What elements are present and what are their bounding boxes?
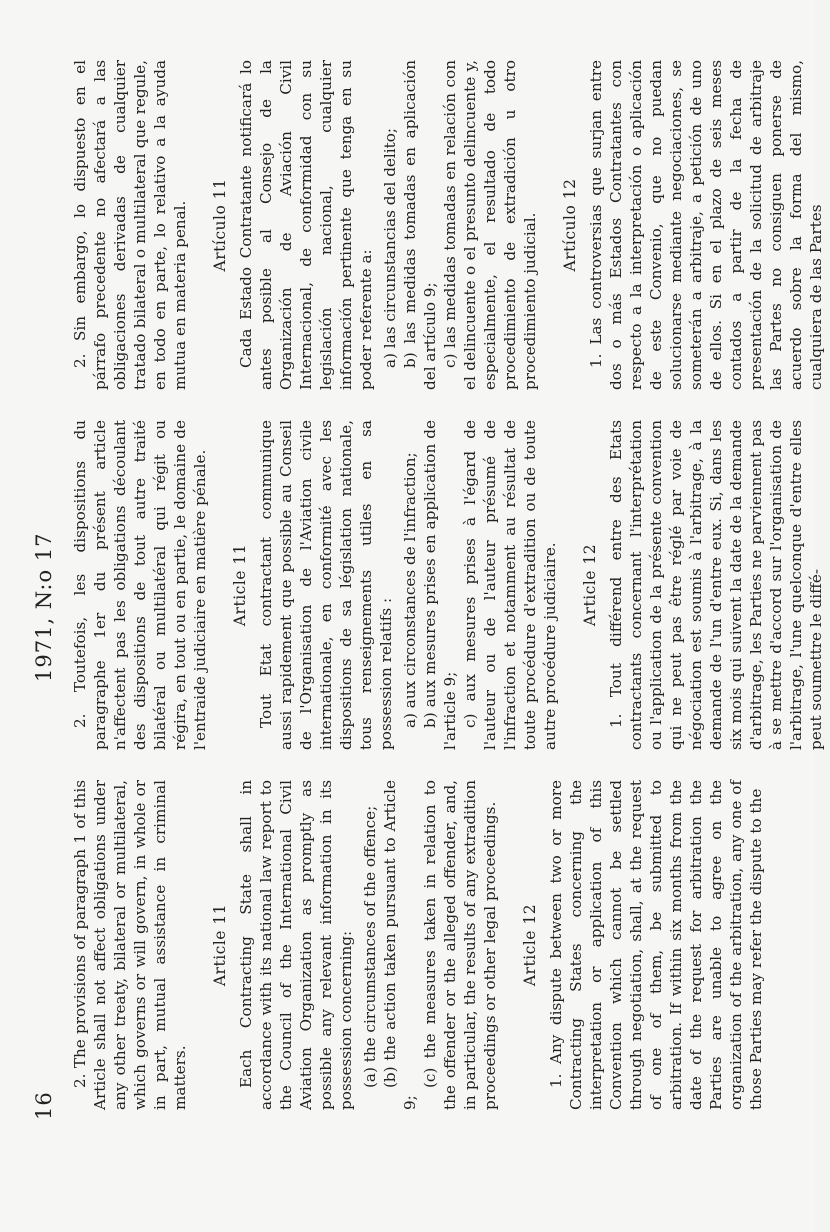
es-article-11-title: Artículo 11 <box>211 178 229 272</box>
fr-article-12-text: 1. Tout différend entre des Etats contractants concernant l'interprétation ou l'application de la présente convention qui ne peut pas être réglé par voie de négociation est soumis à l'arbitrage, à la demande de l'un d'entre eux. Si, dans les six mois qui suivent la date de la demande d'arbitrage, les Parties ne parviennent pas à se mettre d'accord sur l'organisation de l'arbitrage, l'une quelconque d'entre elles peut soumettre le diffé- <box>607 420 825 750</box>
fr-article-11-item-c: c) aux mesures prises à l'égard de l'auteur ou de l'auteur présumé de l'infraction et notamment au résultat de toute procédure d'extradition ou de toute autre procédure judiciaire. <box>461 420 559 750</box>
fr-article-12-title: Article 12 <box>581 543 599 627</box>
rotated-page-content <box>20 40 825 1120</box>
en-article-11-title: Article 11 <box>211 903 229 987</box>
en-article-11-item-a: (a) the circumstances of the offence; <box>361 805 379 1088</box>
es-article-11-item-b: b) las medidas tomadas en aplicación del artículo 9; <box>401 60 439 390</box>
es-article-11-item-c: c) las medidas tomadas en relación con el delincuente o el presunto delincuente y, especialmente, el resultado de todo procedimiento de extradición u otro procedimiento judicial. <box>441 60 539 390</box>
es-article-12-text: 1. Las controversias que surjan entre dos o más Estados Contratantes con respecto a la interpretación o aplicación de este Convenio, que no puedan solucionarse mediante negociaciones, se someterán a arbitraje, a petición de uno de ellos. Si en el plazo de seis meses contados a partir de la fecha de presentación de la solicitud de arbitraje las Partes no consiguen ponerse de acuerdo sobre la forma del mismo, cualquiera de las Partes <box>587 60 825 390</box>
en-article-11-text: Each Contracting State shall in accordance with its national law report to the Council of the International Civil Aviation Organization as promptly as possible any relevant information in its possession concerning: <box>237 780 355 1110</box>
en-article-11-item-c: (c) the measures taken in relation to the offender or the alleged offender, and, in particular, the results of any extradition proceedings or other legal proceedings. <box>421 780 499 1110</box>
spanish-column <box>70 60 830 390</box>
es-paragraph-2: 2. Sin embargo, lo dispuesto en el párrafo precedente no afectará a las obligaciones derivadas de cualquier tratado bilateral o multilateral que regule, en todo en parte, lo relativo a la ayuda mutua en materia penal. <box>71 60 189 390</box>
en-article-11-item-b: (b) the action taken pursuant to Article 9; <box>381 780 419 1110</box>
es-article-11-item-a: a) las circunstancias del delito; <box>381 128 399 368</box>
issue-reference: 1971, N:o 17 <box>32 532 56 682</box>
french-column <box>70 420 830 750</box>
es-article-12-title: Artículo 12 <box>561 178 579 272</box>
page-number: 16 <box>32 1091 56 1120</box>
en-article-12-title: Article 12 <box>521 903 539 987</box>
english-column <box>70 780 770 1110</box>
fr-article-11-title: Article 11 <box>231 543 249 627</box>
es-article-11-text: Cada Estado Contratante notificará lo antes posible al Consejo de la Organización de Aviación Civil Internacional, de conformidad con su legislación nacional, cualquier información pertinente que tenga en su poder referente a: <box>237 60 375 390</box>
fr-article-11-item-a: a) aux circonstances de l'infraction; <box>401 452 419 728</box>
fr-article-11-text: Tout Etat contractant communique aussi rapidement que possible au Conseil de l'Organisation de l'Aviation civile internationale, en conformité avec les dispositions de sa législation nationale, tous renseignements utiles en sa possession relatifs : <box>257 420 395 750</box>
fr-paragraph-2: 2. Toutefois, les dispositions du paragraphe 1er du présent article n'affectent pas les obligations découlant des dispositions de tout autre traité bilatéral ou multilatéral qui régit ou régira, en tout ou en partie, le domaine de l'entraide judiciaire en matière pénale. <box>71 420 209 750</box>
page-header <box>32 40 62 1120</box>
en-article-12-text: 1. Any dispute between two or more Contracting States concerning the interpretation or application of this Convention which cannot be settled through negotiation, shall, at the request of one of them, be submitted to arbitration. If within six months from the date of the request for arbitration the Parties are unable to agree on the organization of the arbitration, any one of those Parties may refer the dispute to the <box>547 780 765 1110</box>
fr-article-11-item-b: b) aux mesures prises en application de l'article 9; <box>421 420 459 750</box>
en-paragraph-2: 2. The provisions of paragraph 1 of this Article shall not affect obligations under any other treaty, bilateral or multilateral, which governs or will govern, in whole or in part, mutual assistance in criminal matters. <box>71 780 189 1110</box>
